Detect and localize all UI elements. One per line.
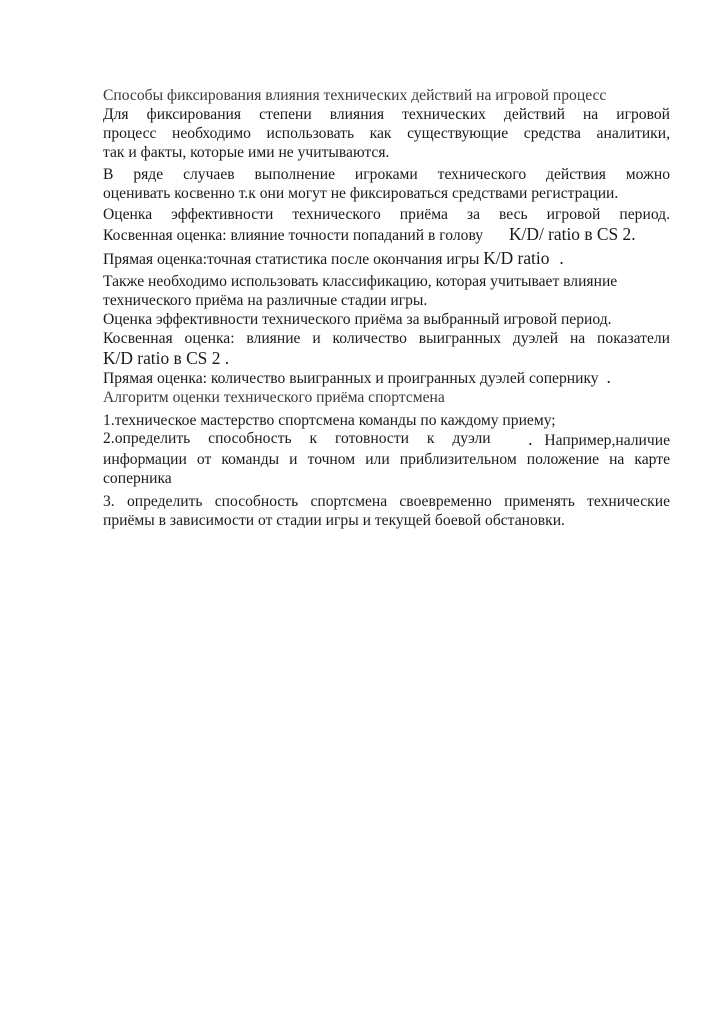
indirect-assessment-text: Косвенная оценка: влияние точности попаданий в голову — [103, 227, 484, 245]
paragraph-line: Оценка эффективности технического приёма за выбранный игровой период. — [103, 310, 612, 328]
paragraph-line: Также необходимо использовать классификацию, которая учитывает влияние — [103, 273, 618, 291]
direct-assessment-text: Прямая оценка:точная статистика после окончания игры — [103, 251, 480, 269]
paragraph-line: соперника — [103, 470, 172, 488]
period-mark: . — [528, 429, 533, 450]
list-item: 3. определить способность спортсмена своевременно применять технические — [103, 493, 670, 511]
paragraph-line: приёмы в зависимости от стадии игры и текущей боевой обстановки. — [103, 512, 565, 530]
direct-assessment-duels-text: Прямая оценка: количество выигранных и проигранных дуэлей сопернику — [103, 369, 599, 387]
paragraph-line — [103, 225, 670, 246]
document-body — [103, 87, 670, 531]
example-text: Например,наличие — [544, 432, 670, 450]
list-item: 1.техническое мастерство спортсмена команды по каждому приему; — [103, 411, 556, 429]
paragraph-line: Оценка эффективности технического приёма за весь игровой период. — [103, 206, 670, 224]
paragraph-line: так и факты, которые ими не учитываются. — [103, 143, 390, 161]
list-item — [103, 430, 670, 451]
kd-ratio-cs2-text: K/D/ ratio в CS 2. — [509, 224, 636, 245]
paragraph-line: процесс необходимо использовать как существующие средства аналитики, — [103, 124, 670, 142]
kd-ratio-cs2-line: K/D ratio в CS 2 . — [103, 347, 230, 368]
paragraph-line — [103, 249, 670, 270]
paragraph-line: Для фиксирования степени влияния технических действий на игровой — [103, 105, 670, 123]
paragraph-line: В ряде случаев выполнение игроками технического действия можно — [103, 165, 670, 183]
list-item-text: 2.определить способность к готовности к дуэли — [103, 430, 491, 448]
period-mark: . — [559, 248, 564, 269]
paragraph-line — [103, 368, 670, 389]
paragraph-line: технического приёма на различные стадии игры. — [103, 292, 428, 310]
list-item-continued-text — [528, 430, 670, 451]
paragraph-line: Косвенная оценка: влияние и количество выигранных дуэлей на показатели — [103, 329, 670, 347]
paragraph-line: информации от команды и точном или приблизительном положение на карте — [103, 451, 670, 469]
paragraph-line: оценивать косвенно т.к они могут не фиксироваться средствами регистрации. — [103, 184, 619, 202]
period-mark: . — [606, 366, 611, 387]
algorithm-heading: Алгоритм оценки технического приёма спортсмена — [103, 388, 445, 406]
heading-line: Способы фиксирования влияния технических действий на игровой процесс — [103, 87, 607, 104]
kd-ratio-text: K/D ratio — [483, 248, 550, 269]
